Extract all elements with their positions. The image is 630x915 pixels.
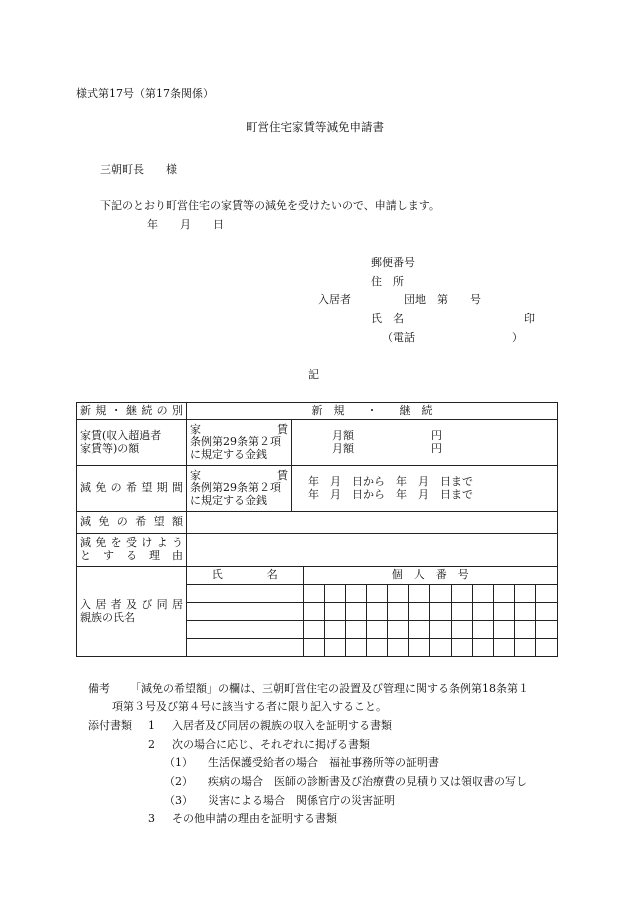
name-entry-row	[187, 585, 557, 603]
sub-item-3-number: （3）	[164, 794, 193, 807]
form-number: 様式第17号（第17条関係）	[76, 87, 214, 100]
rent-amount-sublabel: 家 賃 条例第29条第２項 に規定する金銭	[187, 420, 292, 466]
names-grid	[187, 567, 557, 656]
digit-cell[interactable]	[451, 585, 472, 603]
period-values[interactable]: 年 月 日から 年 月 日まで 年 月 日から 年 月 日まで	[292, 466, 558, 512]
sub-item-1-number: （1）	[164, 756, 193, 769]
sub-item-3-text: 災害による場合 関係官庁の災害証明	[208, 794, 395, 807]
digit-cell[interactable]	[366, 621, 387, 639]
digit-cell[interactable]	[472, 639, 493, 657]
intro-text: 下記のとおり町営住宅の家賃等の減免を受けたいので、申請します。	[100, 199, 440, 212]
digit-cell[interactable]	[536, 621, 557, 639]
row-period	[77, 466, 558, 512]
attachment-2-text: 次の場合に応じ、それぞれに掲げる書類	[172, 738, 370, 751]
digit-cell[interactable]	[324, 603, 345, 621]
digit-cell[interactable]	[409, 585, 430, 603]
biko-line-1: 「減免の希望額」の欄は、三朝町営住宅の設置及び管理に関する条例第18条第１	[130, 682, 529, 695]
digit-cell[interactable]	[388, 639, 409, 657]
phone-open: （電話	[382, 331, 415, 344]
digit-cell[interactable]	[303, 639, 324, 657]
name-entry-cell[interactable]	[187, 603, 303, 621]
digit-cell[interactable]	[493, 585, 514, 603]
digit-cell[interactable]	[515, 585, 536, 603]
address-label: 住 所	[371, 275, 404, 288]
application-table	[76, 402, 558, 657]
sub-item-1-text: 生活保護受給者の場合 福祉事務所等の証明書	[208, 756, 439, 769]
reason-field[interactable]	[187, 534, 558, 567]
reason-label: 減免を受けよう とする理由	[77, 534, 187, 567]
phone-close: ）	[512, 331, 523, 344]
digit-cell[interactable]	[409, 603, 430, 621]
danchi-line: 団地 第 号	[404, 293, 481, 306]
biko-line-2: 項第３号及び第４号に該当する者に限り記入すること。	[112, 700, 387, 713]
name-column-header: 氏 名	[187, 567, 303, 585]
name-label: 氏 名	[371, 312, 404, 325]
sub-item-2-text: 疾病の場合 医師の診断書及び治療費の見積り又は領収書の写し	[208, 775, 527, 788]
name-entry-cell[interactable]	[187, 621, 303, 639]
digit-cell[interactable]	[366, 639, 387, 657]
new-renewal-value[interactable]: 新 規 ・ 継 続	[187, 403, 558, 420]
sub-item-2-number: （2）	[164, 775, 193, 788]
seal-mark: 印	[524, 312, 535, 325]
row-reason	[77, 534, 558, 567]
names-label: 入居者及び同居 親族の氏名	[77, 567, 187, 657]
digit-cell[interactable]	[409, 639, 430, 657]
number-column-header: 個 人 番 号	[303, 567, 557, 585]
digit-cell[interactable]	[536, 603, 557, 621]
ki-heading: 記	[308, 368, 319, 381]
row-desired-amount	[77, 512, 558, 534]
digit-cell[interactable]	[366, 603, 387, 621]
digit-cell[interactable]	[430, 639, 451, 657]
digit-cell[interactable]	[430, 585, 451, 603]
digit-cell[interactable]	[409, 621, 430, 639]
digit-cell[interactable]	[345, 603, 366, 621]
addressee: 三朝町長 様	[100, 163, 177, 176]
name-entry-row	[187, 639, 557, 657]
digit-cell[interactable]	[366, 585, 387, 603]
digit-cell[interactable]	[324, 621, 345, 639]
digit-cell[interactable]	[345, 639, 366, 657]
row-rent-amount	[77, 420, 558, 466]
digit-cell[interactable]	[451, 603, 472, 621]
digit-cell[interactable]	[430, 603, 451, 621]
attachment-3-text: その他申請の理由を証明する書類	[172, 812, 337, 825]
digit-cell[interactable]	[303, 603, 324, 621]
digit-cell[interactable]	[515, 603, 536, 621]
attachment-1-number: 1	[148, 719, 155, 732]
digit-cell[interactable]	[388, 603, 409, 621]
biko-label: 備考	[88, 682, 110, 695]
postal-code-label: 郵便番号	[371, 256, 415, 269]
digit-cell[interactable]	[472, 621, 493, 639]
digit-cell[interactable]	[493, 603, 514, 621]
row-names	[77, 567, 558, 657]
name-entry-row	[187, 621, 557, 639]
attachment-2-number: 2	[148, 738, 155, 751]
digit-cell[interactable]	[345, 621, 366, 639]
name-entry-cell[interactable]	[187, 585, 303, 603]
date-line: 年 月 日	[147, 218, 224, 231]
digit-cell[interactable]	[430, 621, 451, 639]
digit-cell[interactable]	[493, 639, 514, 657]
rent-amount-values[interactable]: 月額 円 月額 円	[292, 420, 558, 466]
attachments-label: 添付書類	[88, 719, 132, 732]
digit-cell[interactable]	[536, 639, 557, 657]
period-label: 減免の希望期間	[77, 466, 187, 512]
digit-cell[interactable]	[324, 585, 345, 603]
digit-cell[interactable]	[515, 639, 536, 657]
resident-label: 入居者	[318, 293, 351, 306]
desired-amount-field[interactable]	[187, 512, 558, 534]
digit-cell[interactable]	[451, 639, 472, 657]
desired-amount-label: 減免の希望額	[77, 512, 187, 534]
attachment-1-text: 入居者及び同居の親族の収入を証明する書類	[172, 719, 392, 732]
digit-cell[interactable]	[324, 639, 345, 657]
attachment-3-number: 3	[148, 812, 155, 825]
new-renewal-label: 新規・継続の別	[77, 403, 187, 420]
digit-cell[interactable]	[451, 621, 472, 639]
digit-cell[interactable]	[388, 621, 409, 639]
names-grid-cell	[187, 567, 558, 657]
digit-cell[interactable]	[388, 585, 409, 603]
digit-cell[interactable]	[536, 585, 557, 603]
digit-cell[interactable]	[515, 621, 536, 639]
name-entry-row	[187, 603, 557, 621]
rent-amount-label: 家賃(収入超過者 家賃等)の額	[77, 420, 187, 466]
period-sublabel: 家 賃 条例第29条第２項 に規定する金銭	[187, 466, 292, 512]
digit-cell[interactable]	[303, 621, 324, 639]
page-title: 町営住宅家賃等減免申請書	[246, 120, 384, 134]
digit-cell[interactable]	[493, 621, 514, 639]
digit-cell[interactable]	[303, 585, 324, 603]
digit-cell[interactable]	[345, 585, 366, 603]
digit-cell[interactable]	[472, 585, 493, 603]
name-entry-cell[interactable]	[187, 639, 303, 657]
row-new-renewal	[77, 403, 558, 420]
digit-cell[interactable]	[472, 603, 493, 621]
